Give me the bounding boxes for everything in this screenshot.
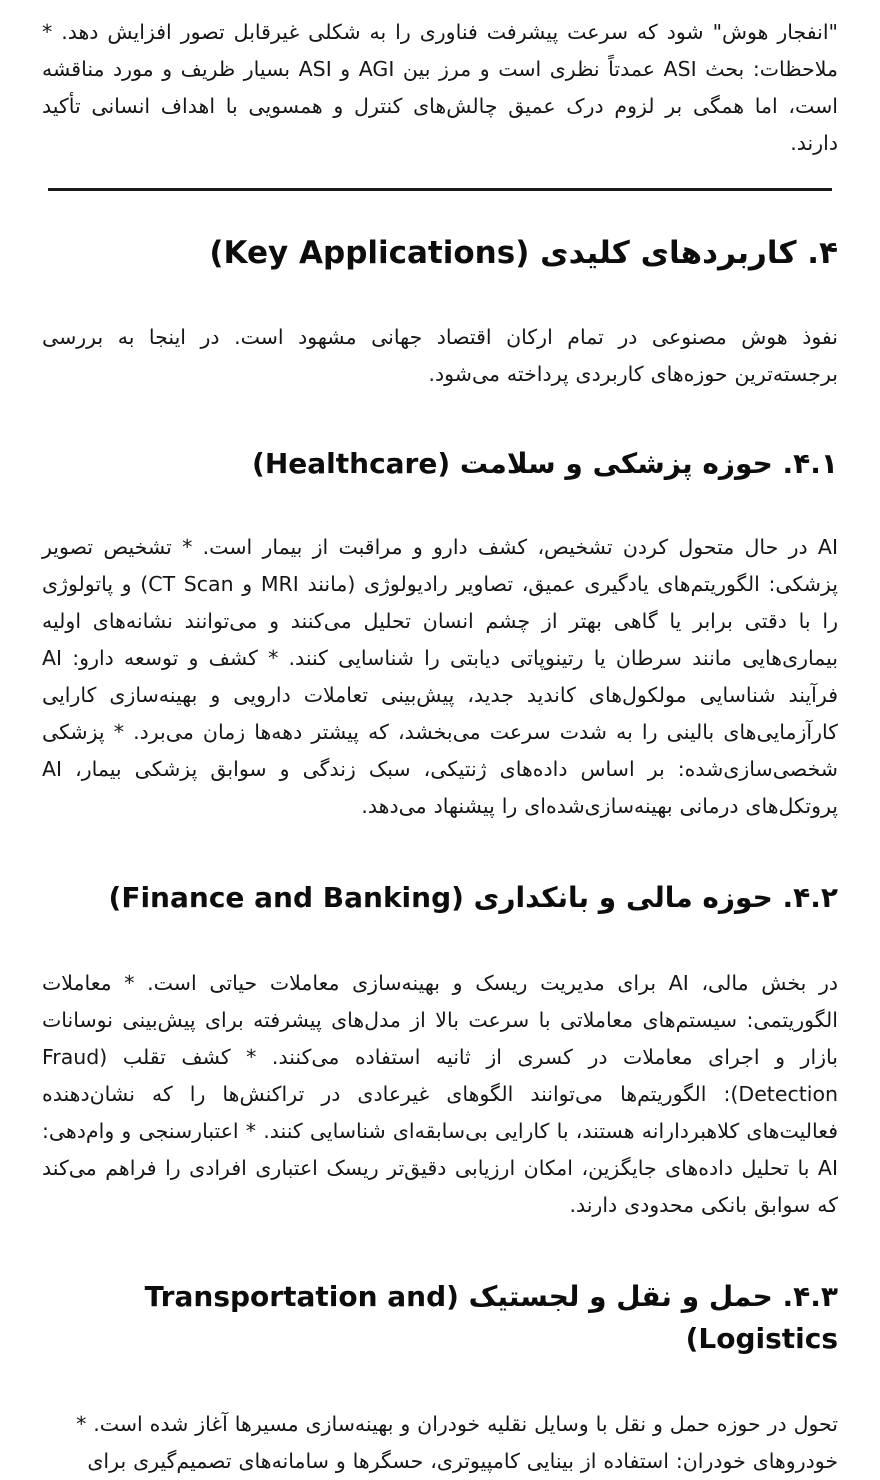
section-4-1-body-paragraph: AI در حال متحول کردن تشخیص، کشف دارو و مراقبت از بیمار است. * تشخیص تصویر پزشکی: الگوریتم‌های یادگیری عمیق، تصاویر رادیولوژی (مانند MRI و CT Scan) و پاتولوژی را با دقتی برابر یا گاهی بهتر از چشم انسان تحلیل می‌کنند و می‌توانند نشانه‌های اولیه بیماری‌هایی مانند سرطان یا رتینوپاتی دیابتی را شناسایی کنند. * کشف و توسعه دارو: AI فرآیند شناسایی مولکول‌های کاندید جدید، پیش‌بینی تعاملات دارویی و بهینه‌سازی کارایی کارآزمایی‌های بالینی را به شدت سرعت می‌بخشد، که پیشتر دهه‌ها زمان می‌برد. * پزشکی شخصی‌سازی‌شده: بر اساس داده‌های ژنتیکی، سبک زندگی و سوابق پزشکی بیمار، AI پروتکل‌های درمانی بهینه‌سازی‌شده‌ای را پیشنهاد می‌دهد. bbox=[42, 535, 838, 818]
asi-notes-paragraph: "انفجار هوش" شود که سرعت پیشرفت فناوری را به شکلی غیرقابل تصور افزایش دهد. * ملاحظات: بحث ASI عمدتاً نظری است و مرز بین AGI و ASI بسیار ظریف و مورد مناقشه است، اما همگی بر لزوم درک عمیق چالش‌های کنترل و همسویی با اهداف انسانی تأکید دارند. bbox=[42, 20, 838, 155]
section-4-intro-paragraph: نفوذ هوش مصنوعی در تمام ارکان اقتصاد جهانی مشهود است. در اینجا به بررسی برجسته‌ترین حوزه‌های کاربردی پرداخته می‌شود. bbox=[42, 325, 838, 386]
spacer bbox=[42, 275, 838, 319]
section-4-3-body-paragraph: تحول در حوزه حمل و نقل با وسایل نقلیه خودران و بهینه‌سازی مسیرها آغاز شده است. * خودروهای خودران: استفاده از بینایی کامپیوتری، حسگرها و سامانه‌های تصمیم‌گیری برای bbox=[76, 1412, 838, 1473]
spacer bbox=[42, 1224, 838, 1276]
section-4-2-body-paragraph: در بخش مالی، AI برای مدیریت ریسک و بهینه‌سازی معاملات حیاتی است. * معاملات الگوریتمی: سیستم‌های معاملاتی با سرعت بالا از مدل‌های پیشرفته برای پیش‌بینی نوسانات بازار و اجرای معاملات در کسری از ثانیه استفاده می‌کنند. * کشف تقلب (Fraud Detection): الگوریتم‌ها می‌توانند الگوهای غیرعادی در تراکنش‌ها را که نشان‌دهنده فعالیت‌های کلاهبردارانه هستند، با کارایی بی‌سابقه‌ای شناسایی کنند. * اعتبارسنجی و وام‌دهی: AI با تحلیل داده‌های جایگزین، امکان ارزیابی دقیق‌تر ریسک اعتباری افرادی را فراهم می‌کند که سوابق بانکی محدودی دارند. bbox=[42, 971, 838, 1217]
heading-section-4-2-finance-banking: ۴.۲. حوزه مالی و بانکداری (Finance and Banking) bbox=[108, 881, 838, 914]
spacer bbox=[42, 191, 838, 231]
spacer bbox=[42, 485, 838, 529]
spacer bbox=[42, 825, 838, 877]
heading-section-4-3-transportation-logistics: ۴.۳. حمل و نقل و لجستیک (Transportation and Logistics) bbox=[144, 1280, 838, 1355]
spacer bbox=[42, 1360, 838, 1406]
spacer bbox=[42, 919, 838, 965]
heading-section-4-1-healthcare: ۴.۱. حوزه پزشکی و سلامت (Healthcare) bbox=[252, 447, 838, 480]
heading-section-4: ۴. کاربردهای کلیدی (Key Applications) bbox=[209, 235, 838, 271]
spacer bbox=[42, 393, 838, 443]
